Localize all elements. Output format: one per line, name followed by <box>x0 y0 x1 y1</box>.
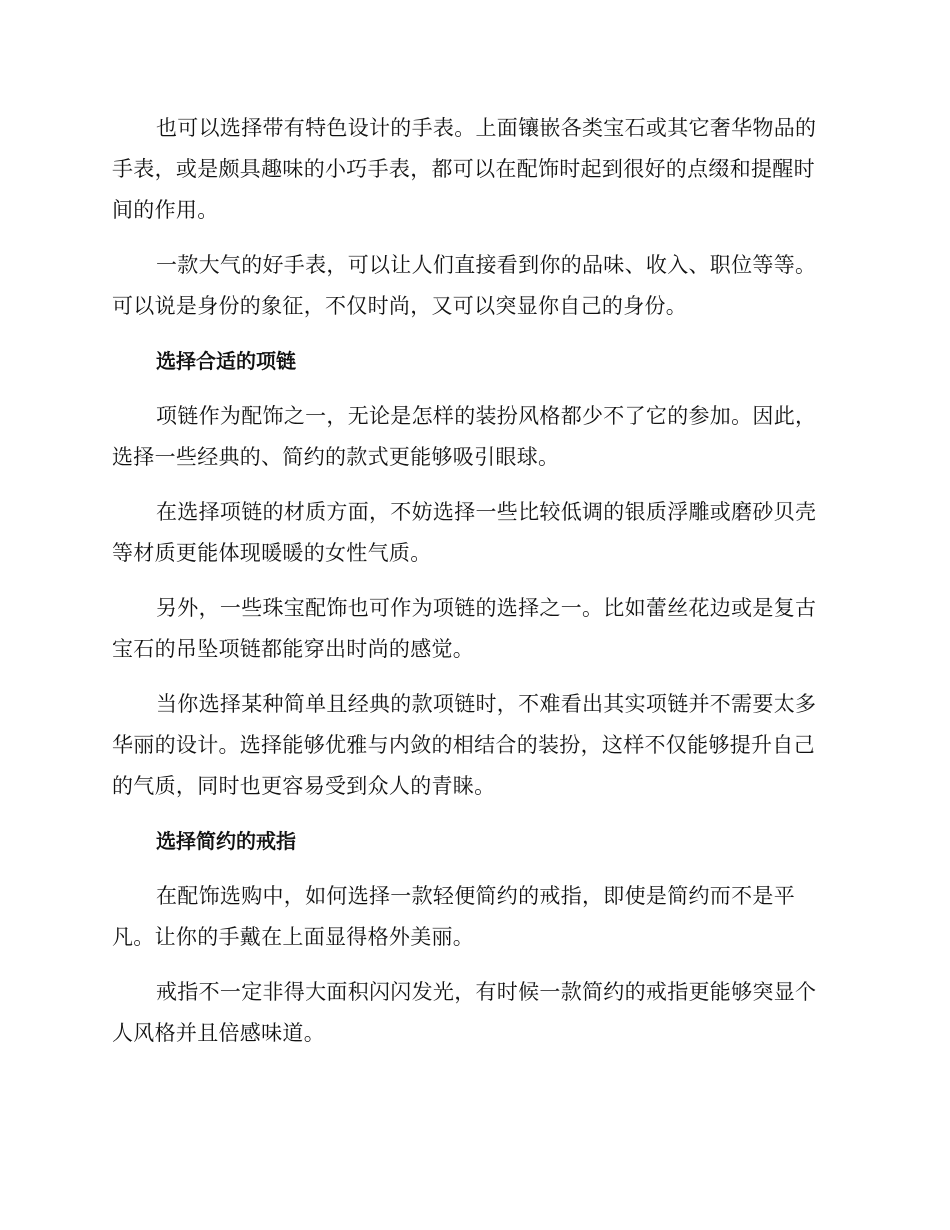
paragraph-line: 华丽的设计。选择能够优雅与内敛的相结合的装扮，这样不仅能够提升自己 <box>112 733 815 757</box>
section-heading-necklace: 选择合适的项链 <box>156 349 296 373</box>
paragraph-line: 手表，或是颇具趣味的小巧手表，都可以在配饰时起到很好的点缀和提醒时 <box>112 157 815 181</box>
paragraph-line: 宝石的吊坠项链都能穿出时尚的感觉。 <box>112 637 475 661</box>
paragraph <box>112 876 834 958</box>
paragraph-line: 的气质，同时也更容易受到众人的青睐。 <box>112 774 496 798</box>
paragraph <box>112 684 834 807</box>
paragraph-line: 戒指不一定非得大面积闪闪发光，有时候一款简约的戒指更能够突显个 <box>156 980 817 1004</box>
paragraph-line: 等材质更能体现暖暖的女性气质。 <box>112 541 432 565</box>
paragraph-line: 可以说是身份的象征，不仅时尚，又可以突显你自己的身份。 <box>112 294 688 318</box>
paragraph <box>112 108 834 231</box>
paragraph <box>112 972 834 1054</box>
paragraph <box>112 396 834 478</box>
paragraph-line: 在配饰选购中，如何选择一款轻便简约的戒指，即使是简约而不是平 <box>156 884 795 908</box>
section-heading-ring: 选择简约的戒指 <box>156 829 296 853</box>
paragraph <box>112 588 834 670</box>
paragraph <box>112 245 834 327</box>
paragraph-line: 凡。让你的手戴在上面显得格外美丽。 <box>112 925 475 949</box>
document-page <box>112 108 834 1068</box>
paragraph <box>112 492 834 574</box>
paragraph-line: 人风格并且倍感味道。 <box>112 1021 325 1045</box>
paragraph-line: 选择一些经典的、简约的款式更能够吸引眼球。 <box>112 445 560 469</box>
paragraph-line: 一款大气的好手表，可以让人们直接看到你的品味、收入、职位等等。 <box>156 253 817 277</box>
paragraph-line: 间的作用。 <box>112 198 219 222</box>
paragraph-line: 也可以选择带有特色设计的手表。上面镶嵌各类宝石或其它奢华物品的 <box>156 116 817 140</box>
paragraph-line: 在选择项链的材质方面，不妨选择一些比较低调的银质浮雕或磨砂贝壳 <box>156 500 817 524</box>
paragraph-line: 当你选择某种简单且经典的款项链时，不难看出其实项链并不需要太多 <box>156 692 817 716</box>
paragraph-line: 另外，一些珠宝配饰也可作为项链的选择之一。比如蕾丝花边或是复古 <box>156 596 817 620</box>
paragraph-line: 项链作为配饰之一，无论是怎样的装扮风格都少不了它的参加。因此， <box>156 404 817 428</box>
